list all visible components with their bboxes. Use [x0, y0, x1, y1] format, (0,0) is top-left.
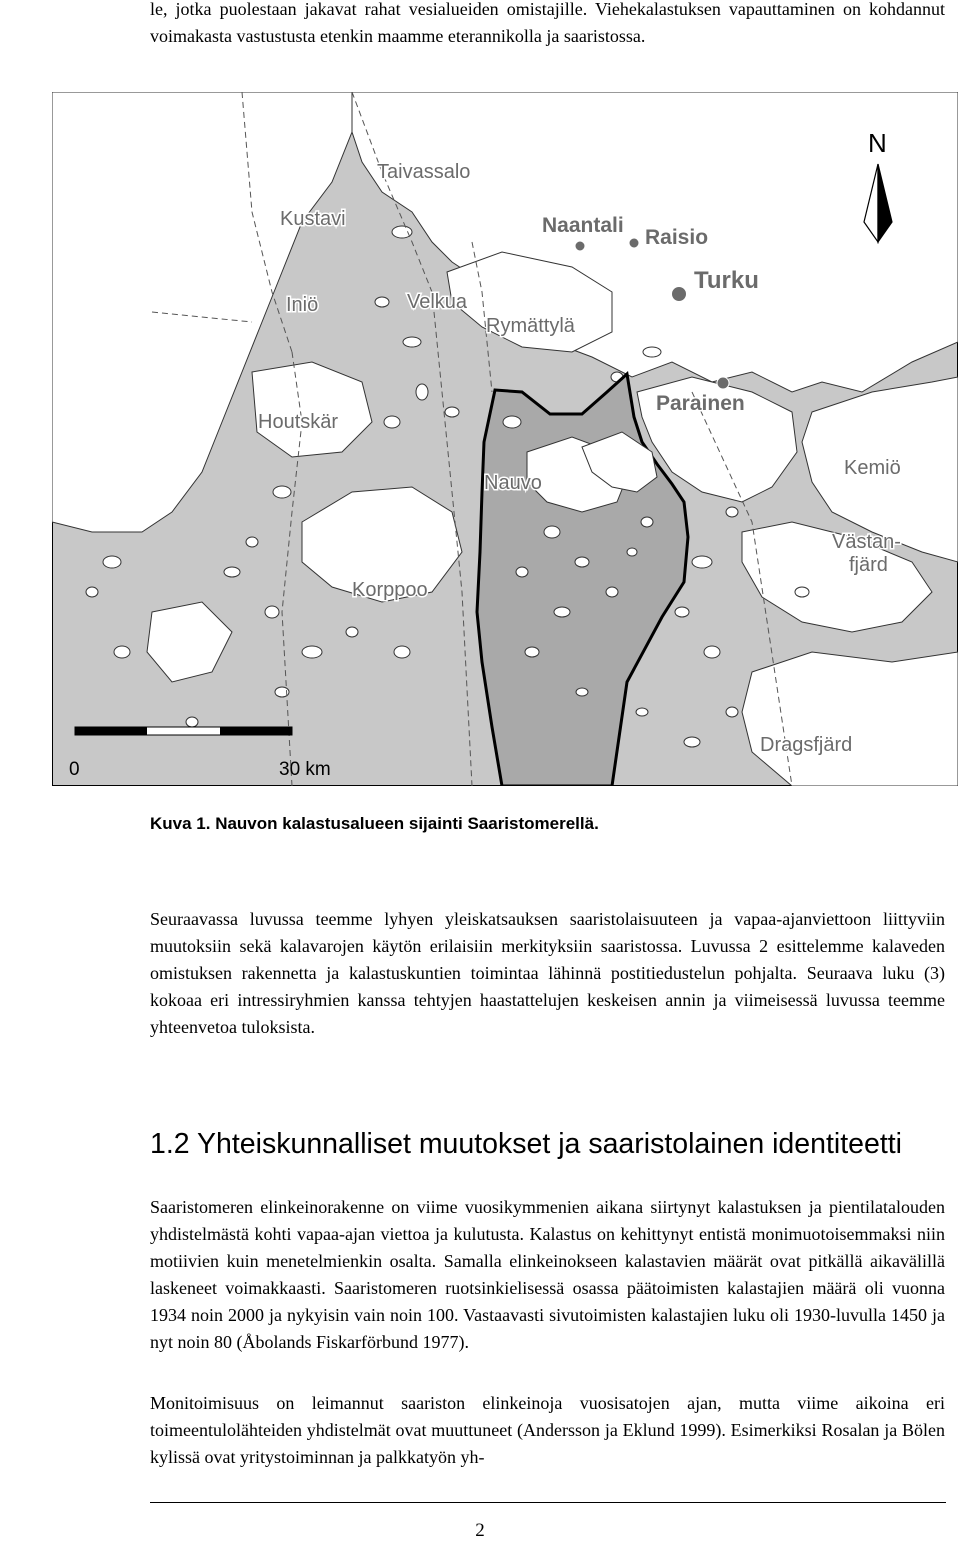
label-kemio: Kemiö: [844, 457, 901, 479]
svg-text:0: 0: [69, 759, 80, 780]
paragraph-multiactivity: Monitoimisuus on leimannut saariston elinkeinoja vuosisatojen ajan, mutta viime aikoina eri toimeentulolähteiden yhdistelmät ovat muuttuneet (Andersson ja Eklund 1999). Esimerkiksi Rosalan ja Bölen kylissä ovat yritystoiminnan ja palkkatyön yh-: [150, 1393, 945, 1467]
page-number: 2: [475, 1520, 485, 1541]
label-dragsfjard: Dragsfjärd: [760, 734, 853, 756]
label-naantali: Naantali: [542, 214, 624, 237]
archipelago-map: [52, 92, 958, 786]
parainen-marker: [717, 377, 729, 389]
label-turku: Turku: [694, 267, 759, 294]
label-vastanfjard-1: Västan-: [832, 531, 901, 553]
label-rymattyla: Rymättylä: [486, 315, 575, 337]
label-nauvo: Nauvo: [484, 472, 542, 494]
label-korppoo: Korppoo: [352, 579, 428, 601]
label-kustavi: Kustavi: [280, 208, 346, 230]
intro-paragraph: le, jotka puolestaan jakavat rahat vesialueiden omistajille. Viehekalastuksen vapauttaminen on kohdannut voimakasta vastustusta etenkin maamme eterannikolla ja saaristossa.: [150, 0, 945, 46]
label-raisio: Raisio: [645, 226, 709, 249]
turku-marker: [671, 286, 687, 302]
label-taivassalo: Taivassalo: [377, 161, 471, 183]
naantali-marker: [575, 241, 585, 251]
paragraph-economy: Saaristomeren elinkeinorakenne on viime vuosikymmenien aikana siirtynyt kalastuksen ja pientilatalouden yhdistelmästä kohti vapaa-ajan viettoa ja kulutusta. Kalastus on kehittynyt entistä monimuotoisemmaksi niin motiivien kuin menetelmienkin osalta. Samalla elinkeinokseen kalastavien määrät ovat pitkällä aikavälillä laskeneet voimakkaasti. Saaristomeren ruotsinkielisessä osassa päätoimisten kalastajien määrä oli vuonna 1934 noin 2000 ja nykyisin vain noin 100. Vastaavasti sivutoimisten kalastajien luku oli 1930-luvulla 1450 ja nyt noin 80 (Åbolands Fiskarförbund 1977).: [150, 1197, 945, 1352]
label-vastanfjard-2: fjärd: [849, 554, 888, 576]
label-parainen: Parainen: [656, 392, 745, 415]
section-heading: 1.2 Yhteiskunnalliset muutokset ja saaristolainen identiteetti: [150, 1128, 903, 1160]
svg-text:N: N: [868, 128, 887, 158]
paragraph-overview: Seuraavassa luvussa teemme lyhyen yleiskatsauksen saaristolaisuuteen ja vapaa-ajanviettoon liittyviin muutoksiin sekä kalavarojen käytön erilaisiin merkityksiin saaristossa. Luvussa 2 esittelemme kalaveden omistuksen rakennetta ja kalastuskuntien toimintaa lähinnä postitiedustelun pohjalta. Seuraava luku (3) kokoaa eri intressiryhmien kanssa tehtyjen haastattelujen keskeisen annin ja viimeisessä luvussa teemme yhteenvetoa tuloksista.: [150, 909, 945, 1037]
svg-text:30 km: 30 km: [279, 759, 331, 780]
label-inio: Iniö: [286, 294, 319, 316]
footer-rule: [150, 1502, 946, 1503]
figure-caption: Kuva 1. Nauvon kalastusalueen sijainti Saaristomerellä.: [150, 814, 599, 833]
raisio-marker: [629, 238, 639, 248]
label-houtskar: Houtskär: [258, 411, 339, 433]
label-velkua: Velkua: [407, 291, 468, 313]
